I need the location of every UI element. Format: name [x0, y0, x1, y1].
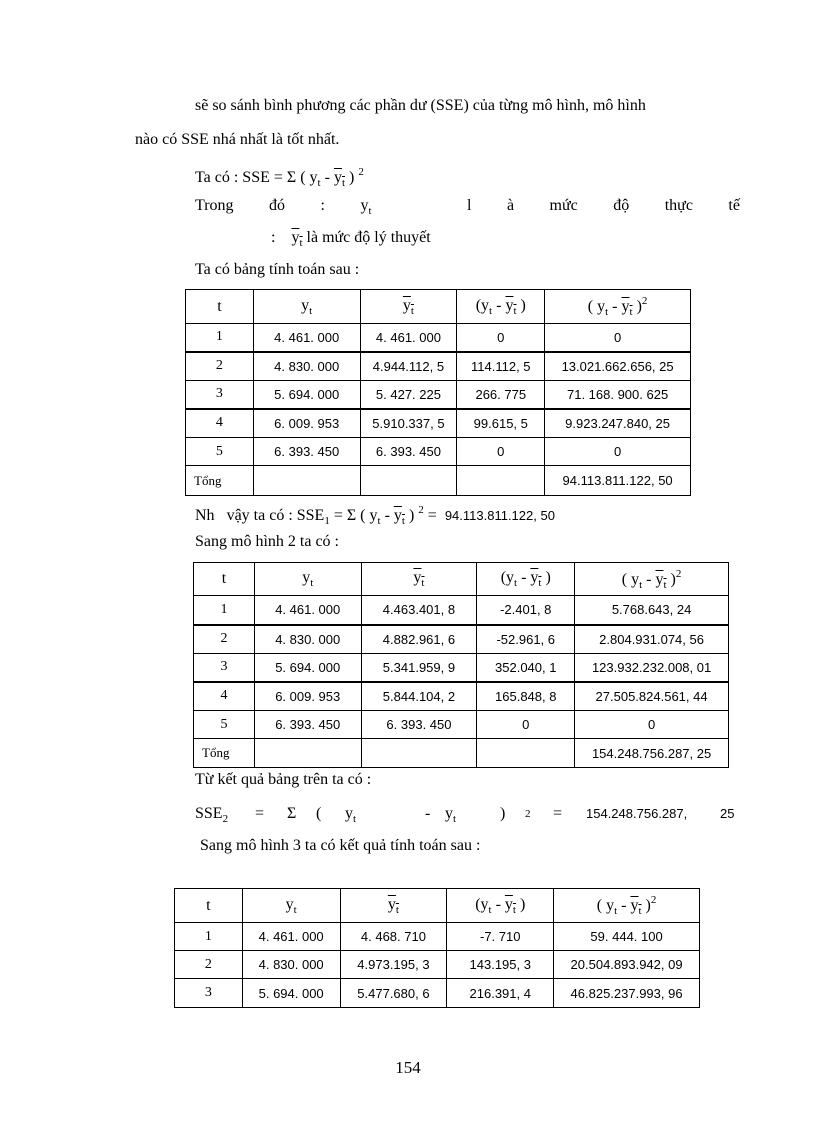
header-diff-squared: ( $y_t - y_t$ )$^2$ — [545, 290, 691, 324]
table-row: 2 4. 830. 000 4.973.195, 3 143.195, 3 20.504.893.942, 09 — [175, 951, 700, 979]
sse1-result: Nh vậy ta có : $SSE_1 = \Sigma$ ( $y_t - y_t$ ) $^2$ = 94.113.811.122, 50 — [195, 504, 555, 527]
header-y: $y_t$ — [254, 563, 361, 596]
table-row: 5 6. 393. 450 6. 393. 450 0 0 — [194, 711, 729, 739]
header-t: t — [194, 563, 255, 596]
header-y: $y_t$ — [242, 889, 340, 923]
header-diff-squared: ( $y_t - y_t$ )$^2$ — [575, 563, 729, 596]
formula-sse: Ta có : SSE = Σ ( $y_t - y_t$ ) $^2$ — [195, 166, 364, 189]
table-intro-2: Sang mô hình 2 ta có : — [195, 533, 339, 550]
header-diff: ($y_t - y_t$ ) — [457, 290, 545, 324]
table-row: 4 6. 009. 953 5.844.104, 2 165.848, 8 27.505.824.561, 44 — [194, 682, 729, 711]
definition-line-2: : $y_t$ là mức độ lý thuyết — [271, 229, 431, 249]
header-y: $y_t$ — [253, 290, 360, 324]
definition-line-1: Trong đó : $y_t$ l à mức độ thực tế — [195, 197, 740, 217]
header-diff: ($y_t - y_t$ ) — [447, 889, 554, 923]
table-intro-3: Từ kết quả bảng trên ta có : — [195, 771, 372, 788]
table-row: 2 4. 830. 000 4.882.961, 6 -52.961, 6 2.804.931.074, 56 — [194, 625, 729, 654]
header-y-bar: $y_t$ — [360, 290, 457, 324]
page-number: 154 — [395, 1058, 421, 1077]
table-row: 4 6. 009. 953 5.910.337, 5 99.615, 5 9.923.247.840, 25 — [186, 409, 691, 438]
table-row: 3 5. 694. 000 5.341.959, 9 352.040, 1 123.932.232.008, 01 — [194, 654, 729, 682]
table-model-3 — [174, 888, 700, 1008]
table-row: 1 4. 461. 000 4. 468. 710 -7. 710 59. 444. 100 — [175, 923, 700, 951]
table-row: 5 6. 393. 450 6. 393. 450 0 0 — [186, 438, 691, 466]
table-intro-4: Sang mô hình 3 ta có kết quả tính toán sau : — [200, 837, 481, 854]
table-row: 1 4. 461. 000 4.463.401, 8 -2.401, 8 5.768.643, 24 — [194, 596, 729, 625]
header-diff: ($y_t - y_t$ ) — [477, 563, 575, 596]
paragraph-line-2: nào có SSE nhá nhất là tốt nhất. — [135, 131, 340, 148]
sse2-result: $SSE_2$ = Σ ( $y_t$ - $y_t$ ) 2 = 154.248.756.287, 25 — [195, 805, 735, 825]
table-model-1 — [185, 289, 691, 496]
table-model-2 — [193, 562, 729, 768]
table-total-row: Tổng 94.113.811.122, 50 — [186, 466, 691, 496]
header-y-bar: $y_t$ — [361, 563, 477, 596]
table-row: 1 4. 461. 000 4. 461. 000 0 0 — [186, 324, 691, 352]
table-row: 2 4. 830. 000 4.944.112, 5 114.112, 5 13.021.662.656, 25 — [186, 352, 691, 381]
header-t: t — [186, 290, 254, 324]
header-y-bar: $y_t$ — [340, 889, 447, 923]
header-diff-squared: ( $y_t - y_t$ )$^2$ — [554, 889, 700, 923]
table-row: 3 5. 694. 000 5. 427. 225 266. 775 71. 168. 900. 625 — [186, 381, 691, 409]
table-total-row: Tổng 154.248.756.287, 25 — [194, 739, 729, 768]
table-row: 3 5. 694. 000 5.477.680, 6 216.391, 4 46.825.237.993, 96 — [175, 979, 700, 1008]
table-intro-1: Ta có bảng tính toán sau : — [195, 261, 360, 278]
paragraph-line-1: sẽ so sánh bình phương các phần dư (SSE) của từng mô hình, mô hình — [195, 97, 646, 114]
header-t: t — [175, 889, 243, 923]
